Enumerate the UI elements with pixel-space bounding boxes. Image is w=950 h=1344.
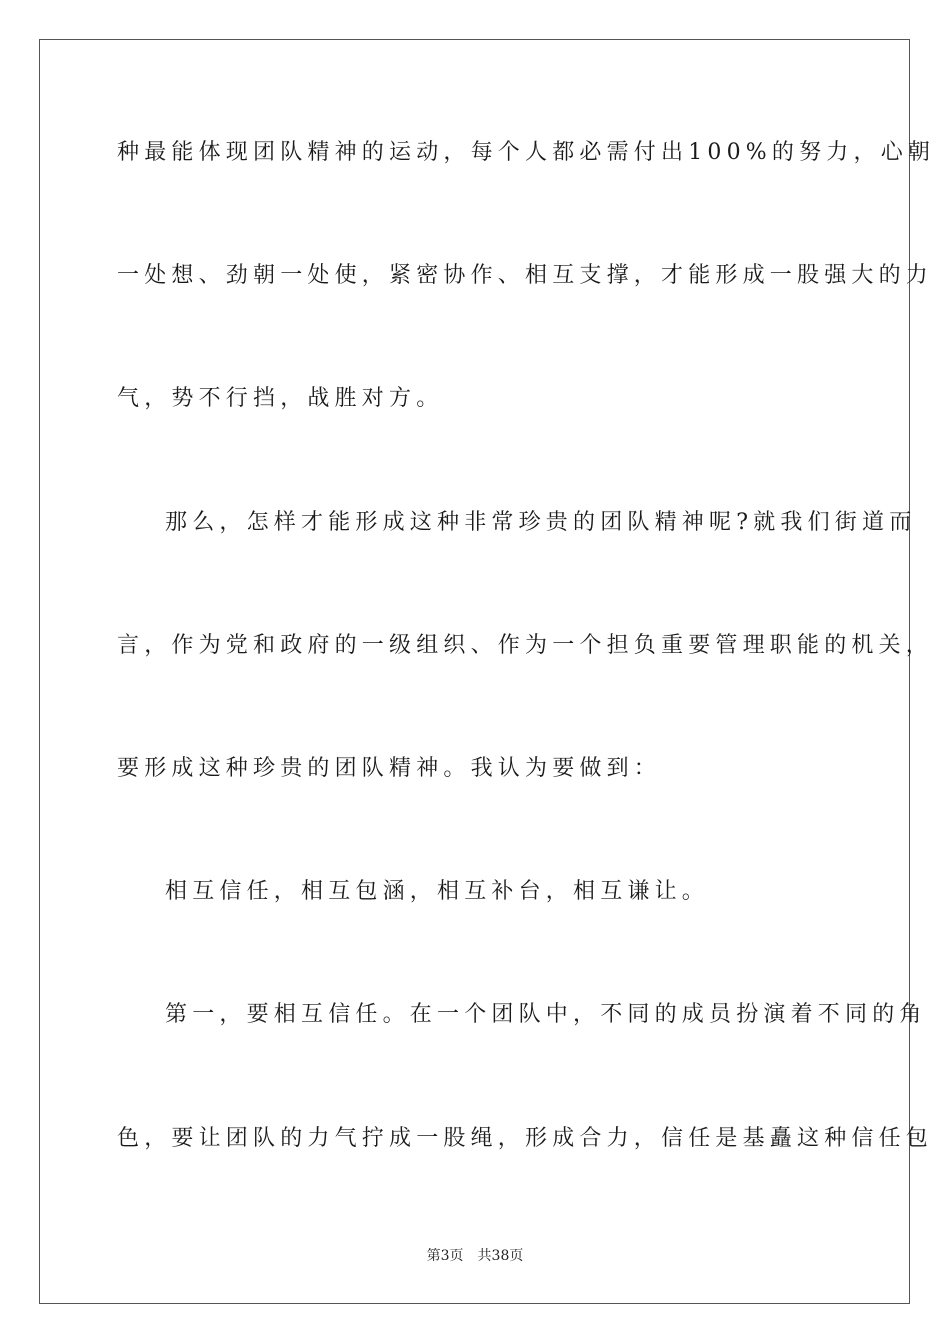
text-line-2: 一处想、劲朝一处使，紧密协作、相互支撑，才能形成一股强大的力 (117, 263, 934, 288)
page-number: 第3页 (426, 1248, 464, 1264)
text-line-3: 气，势不行挡，战胜对方。 (117, 386, 444, 411)
text-line-5: 言，作为党和政府的一级组织、作为一个担负重要管理职能的机关， (117, 633, 934, 658)
text-line-1: 种最能体现团队精神的运动，每个人都必需付出100%的努力，心朝 (117, 140, 936, 165)
text-line-4: 那么，怎样才能形成这种非常珍贵的团队精神呢?就我们街道而 (165, 510, 917, 535)
text-line-7: 相互信任，相互包涵，相互补台，相互谦让。 (165, 879, 710, 904)
text-line-8: 第一，要相互信任。在一个团队中，不同的成员扮演着不同的角 (165, 1002, 927, 1027)
text-line-9: 色，要让团队的力气拧成一股绳，形成合力，信任是基矗这种信任包 (117, 1126, 934, 1151)
text-line-6: 要形成这种珍贵的团队精神。我认为要做到： (117, 756, 662, 781)
page-border (39, 39, 936, 1304)
page-footer (0, 1247, 950, 1265)
page-total: 共38页 (477, 1248, 524, 1264)
